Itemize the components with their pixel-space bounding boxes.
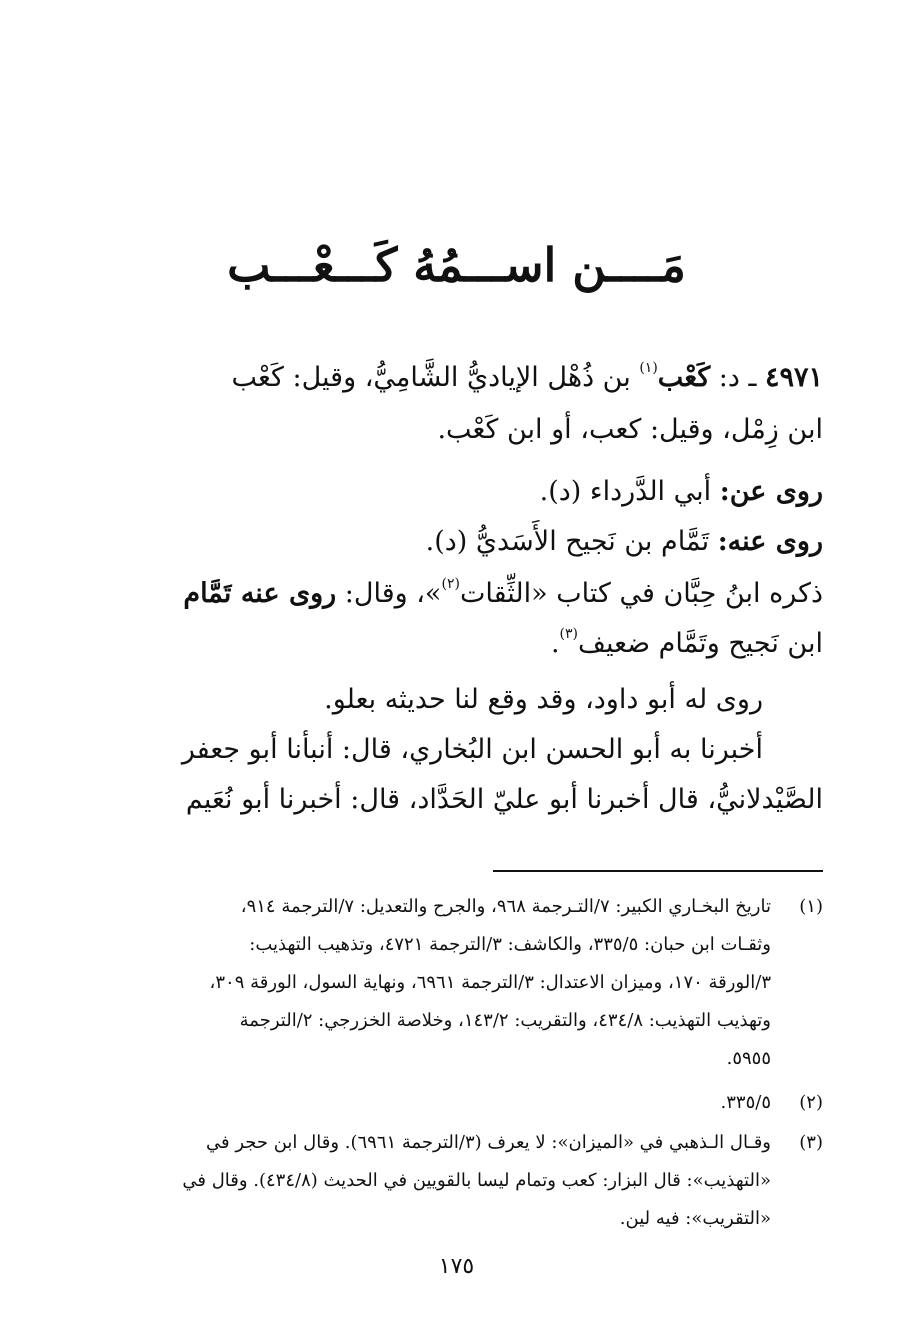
- footnote-ref-3: (٣): [559, 626, 578, 642]
- footnote-line: وتهذيب التهذيب: ٤٣٤/٨، والتقريب: ١٤٣/٢، وخلاصة الخزرجي: ٢/الترجمة: [239, 1010, 771, 1031]
- entry-line-5-a: ذكره ابنُ حِبَّان في كتاب «الثِّقات: [459, 578, 823, 609]
- entry-line-8: أخبرنا به أبو الحسن ابن البُخاري، قال: أنبأنا أبو جعفر: [181, 734, 763, 765]
- entry-line-9: الصَّيْدلانيُّ، قال أخبرنا أبو عليّ الحَدَّاد، قال: أخبرنا أبو نُعَيم: [185, 784, 823, 815]
- entry-line-1-rest: بن ذُهْل الإياديُّ الشَّامِيُّ، وقيل: كَعْب: [231, 362, 640, 393]
- footnote-line: ٥٩٥٥.: [726, 1048, 771, 1069]
- entry-name: كَعْب: [657, 362, 711, 393]
- entry-line-6-a: ابن نَجيح وتَمَّام ضعيف: [578, 628, 823, 659]
- footnote-divider: [493, 870, 823, 872]
- footnote-1: [118, 888, 823, 1078]
- rawa-an-label: روى عن:: [719, 476, 823, 507]
- footnote-2-number: (٢): [799, 1092, 823, 1113]
- entry-line-6-b: .: [550, 628, 560, 659]
- rawa-an-text: أبي الدَّرداء (د).: [539, 476, 720, 507]
- rawa-anhu-line: [118, 526, 823, 557]
- rawa-anhu-text: تَمَّام بن نَجيح الأَسَديُّ (د).: [425, 526, 718, 557]
- footnote-line: وثقـات ابن حبان: ٣٣٥/٥، والكاشف: ٣/الترجمة ٤٧٢١، وتذهيب التهذيب:: [249, 934, 771, 955]
- rawa-an-line: [118, 476, 823, 507]
- footnote-line: وقـال الـذهبي في «الميزان»: لا يعرف (٣/الترجمة ٦٩٦١). وقال ابن حجر في: [205, 1132, 771, 1153]
- footnote-2-text: [118, 1084, 771, 1122]
- footnote-line: ٣٣٥/٥.: [720, 1092, 771, 1113]
- footnote-line: تاريخ البخـاري الكبير: ٧/التـرجمة ٩٦٨، والجرح والتعديل: ٧/الترجمة ٩١٤،: [240, 896, 771, 917]
- entry-line-5-b: »، وقال:: [336, 578, 442, 609]
- footnote-line: ٣/الورقة ١٧٠، وميزان الاعتدال: ٣/الترجمة ٦٩٦١، ونهاية السول، الورقة ٣٠٩،: [209, 972, 771, 993]
- entry-line-5-bold: روى عنه تَمَّام: [183, 578, 337, 609]
- footnote-ref-2: (٢): [441, 576, 460, 592]
- entry-line-2: ابن زِمْل، وقيل: كعب، أو ابن كَعْب.: [437, 414, 823, 445]
- entry-line-5: [118, 576, 823, 609]
- entry-line-6: [118, 626, 823, 659]
- entry-number: ٤٩٧١: [764, 362, 823, 393]
- footnote-line: «التهذيب»: قال البزار: كعب وتمام ليسا بالقويين في الحديث (٤٣٤/٨). وقال في: [182, 1170, 771, 1191]
- footnote-3: [118, 1124, 823, 1238]
- entry-line-7: روى له أبو داود، وقد وقع لنا حديثه بعلو.: [324, 684, 763, 715]
- footnote-3-number: (٣): [799, 1132, 823, 1153]
- footnote-line: «التقريب»: فيه لين.: [619, 1208, 771, 1229]
- footnote-2: [118, 1084, 823, 1122]
- rawa-anhu-label: روى عنه:: [717, 526, 823, 557]
- footnote-1-text: [118, 888, 771, 1078]
- footnote-1-number: (١): [799, 896, 823, 917]
- entry-line-1: [118, 360, 823, 393]
- footnote-ref-1: (١): [639, 360, 658, 376]
- page-number: ١٧٥: [438, 1254, 475, 1279]
- section-title: مَــــن اســـمُهُ كَـــعْـــب: [227, 238, 686, 292]
- entry-separator: ـ د:: [710, 362, 765, 393]
- footnote-3-text: [118, 1124, 771, 1238]
